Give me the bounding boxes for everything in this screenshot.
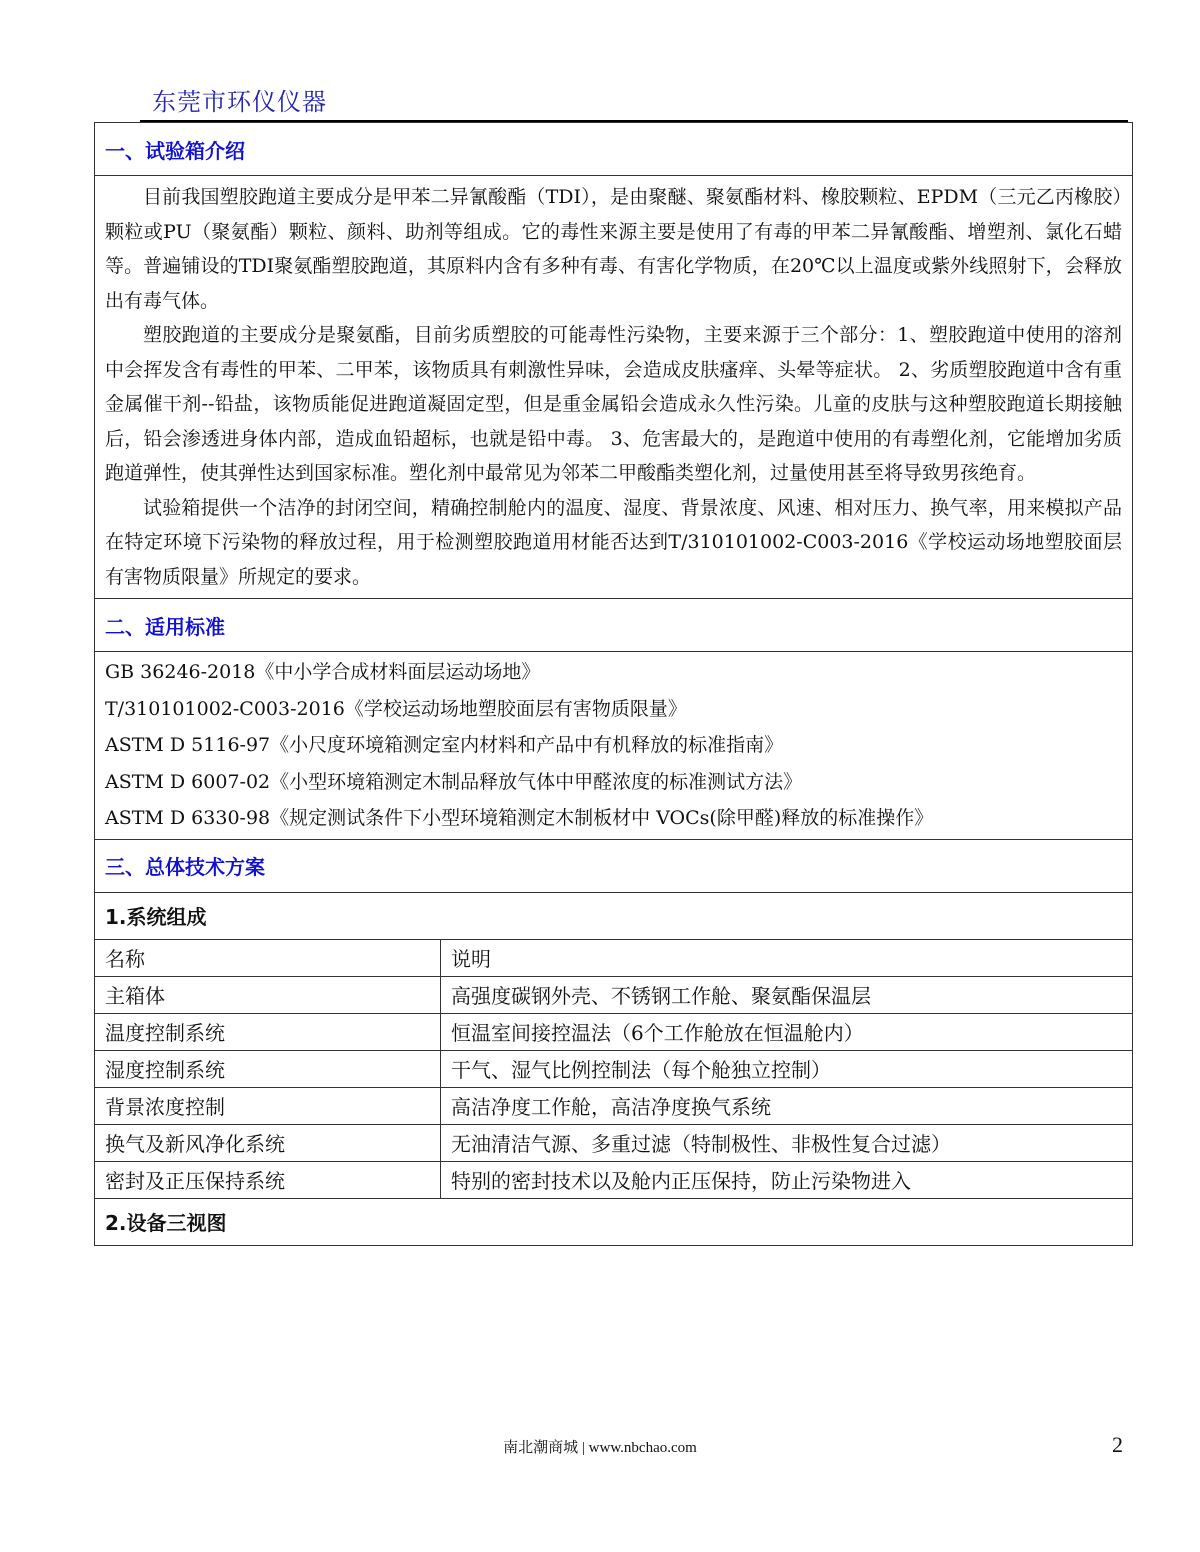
page-number: 2 [1112,1432,1123,1457]
footer-text: 南北潮商城 | www.nbchao.com [503,1440,697,1456]
table-row [95,1087,1133,1124]
component-desc: 恒温室间接控温法（6个工作舱放在恒温舱内） [441,1013,1133,1050]
table-header-row [95,939,1133,976]
component-name: 背景浓度控制 [95,1087,441,1124]
intro-paragraph: 试验箱提供一个洁净的封闭空间，精确控制舱内的温度、湿度、背景浓度、风速、相对压力、换气率，用来模拟产品在特定环境下污染物的释放过程，用于检测塑胶跑道用材能否达到T/310101002-C003-2016《学校运动场地塑胶面层有害物质限量》所规定的要求。 [105,496,1122,588]
section-heading-tech: 三、总体技术方案 [95,839,1133,892]
component-desc: 干气、湿气比例控制法（每个舱独立控制） [441,1050,1133,1087]
component-name: 主箱体 [95,976,441,1013]
subheading-system: 1.系统组成 [95,892,1133,939]
column-header-name: 名称 [95,939,441,976]
intro-paragraph: 塑胶跑道的主要成分是聚氨酯，目前劣质塑胶的可能毒性污染物，主要来源于三个部分：1、塑胶跑道中使用的溶剂中会挥发含有毒性的甲苯、二甲苯，该物质具有刺激性异味，会造成皮肤瘙痒、头晕等症状。 2、劣质塑胶跑道中含有重金属催干剂--铅盐，该物质能促进跑道凝固定型，但是重金属铅会造成永久性污染。儿童的皮肤与这种塑胶跑道长期接触后，铅会渗透进身体内部，造成血铅超标，也就是铅中毒。 3、危害最大的，是跑道中使用的有毒塑化剂，它能增加劣质跑道弹性，使其弹性达到国家标准。塑化剂中最常见为邻苯二甲酸酯类塑化剂，过量使用甚至将导致男孩绝育。 [105,324,1122,484]
component-name: 换气及新风净化系统 [95,1124,441,1161]
standard-item: ASTM D 6007-02《小型环境箱测定木制品释放气体中甲醛浓度的标准测试方法》 [105,770,803,793]
component-name: 密封及正压保持系统 [95,1161,441,1198]
standard-item: ASTM D 6330-98《规定测试条件下小型环境箱测定木制板材中 VOCs(除甲醛)释放的标准操作》 [105,807,934,829]
standard-item: T/310101002-C003-2016《学校运动场地塑胶面层有害物质限量》 [105,697,687,720]
table-row [95,1161,1133,1198]
standard-item: GB 36246-2018《中小学合成材料面层运动场地》 [105,661,541,683]
column-header-desc: 说明 [441,939,1133,976]
component-desc: 无油清洁气源、多重过滤（特制极性、非极性复合过滤） [441,1124,1133,1161]
standards-list [95,652,1133,840]
table-row [95,1124,1133,1161]
standard-item: ASTM D 5116-97《小尺度环境箱测定室内材料和产品中有机释放的标准指南》 [105,734,784,756]
table-row [95,976,1133,1013]
component-desc: 高强度碳钢外壳、不锈钢工作舱、聚氨酯保温层 [441,976,1133,1013]
component-name: 湿度控制系统 [95,1050,441,1087]
component-desc: 特别的密封技术以及舱内正压保持，防止污染物进入 [441,1161,1133,1198]
component-name: 温度控制系统 [95,1013,441,1050]
company-title: 东莞市环仪仪器 [152,88,327,116]
table-row [95,1050,1133,1087]
spec-table [94,122,1133,1246]
intro-body [95,176,1133,599]
section-heading-intro: 一、试验箱介绍 [95,123,1133,176]
section-heading-standards: 二、适用标准 [95,599,1133,652]
table-row [95,1013,1133,1050]
intro-paragraph: 目前我国塑胶跑道主要成分是甲苯二异氰酸酯（TDI），是由聚醚、聚氨酯材料、橡胶颗粒、EPDM（三元乙丙橡胶）颗粒或PU（聚氨酯）颗粒、颜料、助剂等组成。它的毒性来源主要是使用了有毒的甲苯二异氰酸酯、增塑剂、氯化石蜡等。普遍铺设的TDI聚氨酯塑胶跑道，其原料内含有多种有毒、有害化学物质，在20℃以上温度或紫外线照射下，会释放出有毒气体。 [105,186,1122,312]
component-desc: 高洁净度工作舱，高洁净度换气系统 [441,1087,1133,1124]
subheading-views: 2.设备三视图 [95,1198,1133,1245]
